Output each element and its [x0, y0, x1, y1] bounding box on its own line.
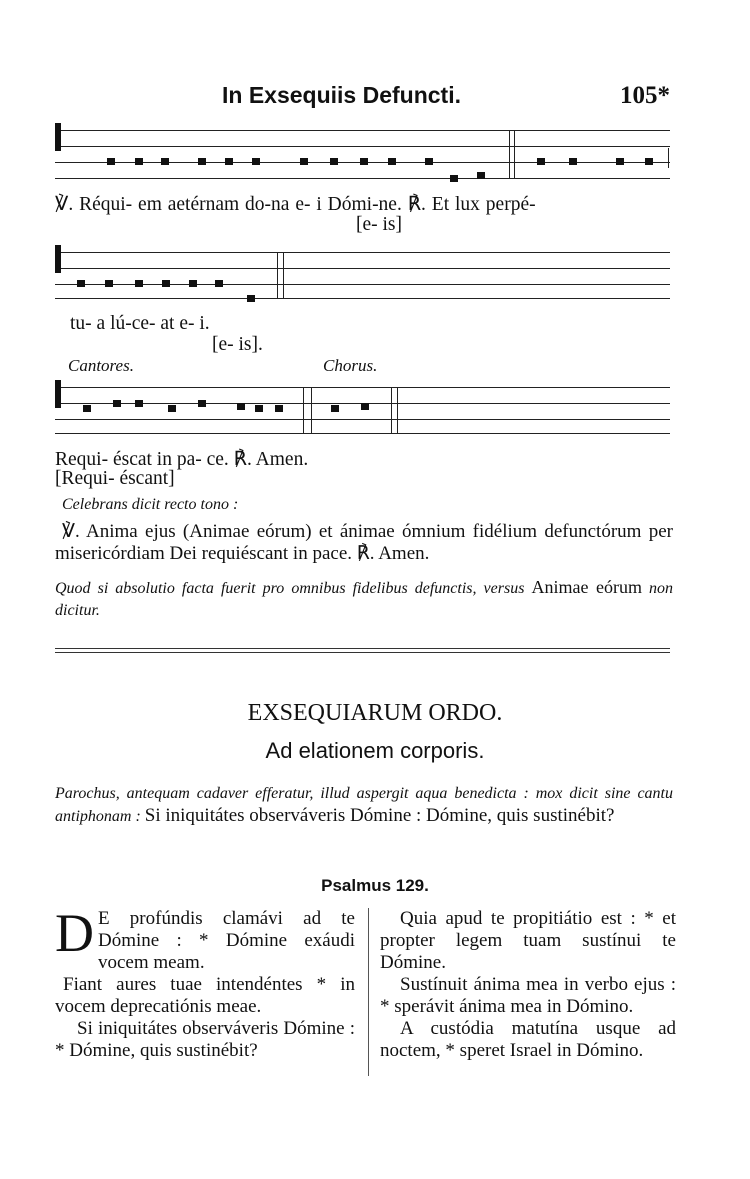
divider	[55, 648, 670, 649]
rubric-quod-end: non dicitur.	[55, 580, 674, 619]
neume	[237, 403, 245, 410]
neume	[330, 158, 338, 165]
c-clef-icon	[55, 123, 61, 151]
neume	[477, 172, 485, 179]
neume	[135, 400, 143, 407]
neume	[537, 158, 545, 165]
running-title: In Exsequiis Defuncti.	[222, 82, 461, 108]
antiphon-text: Si iniquitátes observáveris Dómine : Dómine, quis sustinébit?	[144, 805, 615, 826]
neume	[331, 405, 339, 412]
psalm-verse: Si iniquitátes observáveris Dómine : * Dómine, quis sustinébit?	[55, 1018, 355, 1061]
neume	[616, 158, 624, 165]
c-clef-icon	[55, 380, 61, 408]
neume	[83, 405, 91, 412]
double-bar	[283, 252, 284, 298]
psalm-left-column	[55, 903, 355, 1062]
neume	[135, 280, 143, 287]
neume	[360, 158, 368, 165]
psalm-verse: Fiant aures tuae intendéntes * in vocem deprecatiónis meae.	[55, 974, 355, 1017]
psalm-verse: E profúndis clamávi ad te Dómine : * Dómine exáudi vocem meam.	[98, 908, 355, 973]
neume	[113, 400, 121, 407]
chant-lyrics-1-alt: [e- is]	[356, 214, 403, 235]
rubric-quod-roman: Animae eórum	[531, 577, 642, 597]
section-title: EXSEQUIARUM ORDO.	[247, 700, 503, 726]
versicle-body: ℣. Anima ejus (Animae eórum) et ánimae ómnium fidélium defunctórum per misericórdiam Dei requiéscant in pace. ℟. Amen.	[55, 521, 673, 564]
neume	[247, 295, 255, 302]
chant-lyrics-3: Requi- éscat in pa- ce. ℟. Amen.	[55, 449, 309, 470]
neume	[198, 400, 206, 407]
neume	[162, 280, 170, 287]
neume	[569, 158, 577, 165]
neume	[388, 158, 396, 165]
neume	[252, 158, 260, 165]
neume	[255, 405, 263, 412]
neume	[105, 280, 113, 287]
chant-lyrics-3-alt: [Requi- éscant]	[55, 468, 175, 489]
neume	[450, 175, 458, 182]
divider	[55, 652, 670, 653]
chant-lyrics-2-alt: [e- is].	[212, 334, 263, 355]
neume	[135, 158, 143, 165]
page-number: 105*	[620, 82, 670, 109]
double-bar	[391, 387, 392, 433]
double-bar	[311, 387, 312, 433]
psalm-verse: Quia apud te propitiátio est : * et propter legem tuam sustínui te Dómine.	[380, 908, 676, 973]
drop-cap: D	[55, 903, 94, 963]
neume	[161, 158, 169, 165]
neume	[225, 158, 233, 165]
psalm-verse: A custódia matutína usque ad noctem, * speret Israel in Dómino.	[380, 1018, 676, 1061]
neume	[168, 405, 176, 412]
custos	[668, 148, 669, 168]
double-bar	[514, 130, 515, 178]
neume	[189, 280, 197, 287]
neume	[425, 158, 433, 165]
neume	[361, 403, 369, 410]
rubric-quod-italic: Quod si absolutio facta fuerit pro omnibus fidelibus defunctis, versus	[55, 580, 525, 597]
rubric-parochus	[55, 783, 673, 828]
neume	[300, 158, 308, 165]
chorus-label: Chorus.	[323, 356, 378, 375]
rubric-celebrans: Celebrans dicit recto tono :	[62, 496, 239, 513]
chant-staff-1	[55, 118, 670, 180]
chant-lyrics-1: ℣. Réqui- em aetérnam do-na e- i Dómi-ne. ℟. Et lux perpé-	[55, 194, 536, 215]
neume	[215, 280, 223, 287]
chant-staff-3	[55, 375, 670, 437]
neume	[107, 158, 115, 165]
chant-staff-2	[55, 240, 670, 302]
section-subtitle: Ad elationem corporis.	[265, 738, 485, 763]
neume	[645, 158, 653, 165]
double-bar	[303, 387, 304, 433]
neume	[275, 405, 283, 412]
rubric-quod	[55, 576, 673, 622]
double-bar	[397, 387, 398, 433]
neume	[77, 280, 85, 287]
cantores-label: Cantores.	[68, 356, 134, 375]
psalm-verse: Sustínuit ánima mea in verbo ejus : * sperávit ánima mea in Dómino.	[380, 974, 676, 1017]
rubric-parochus-italic: Parochus, antequam cadaver efferatur, illud aspergit aqua benedicta : mox dicit sine cantu antiphonam :	[55, 785, 673, 825]
column-divider	[368, 908, 369, 1076]
psalm-title: Psalmus 129.	[321, 876, 429, 895]
versicle-text	[55, 521, 673, 565]
neume	[198, 158, 206, 165]
psalm-right-column	[380, 908, 676, 1062]
c-clef-icon	[55, 245, 61, 273]
double-bar	[277, 252, 278, 298]
chant-lyrics-2: tu- a lú-ce- at e- i.	[70, 313, 210, 334]
double-bar	[509, 130, 510, 178]
